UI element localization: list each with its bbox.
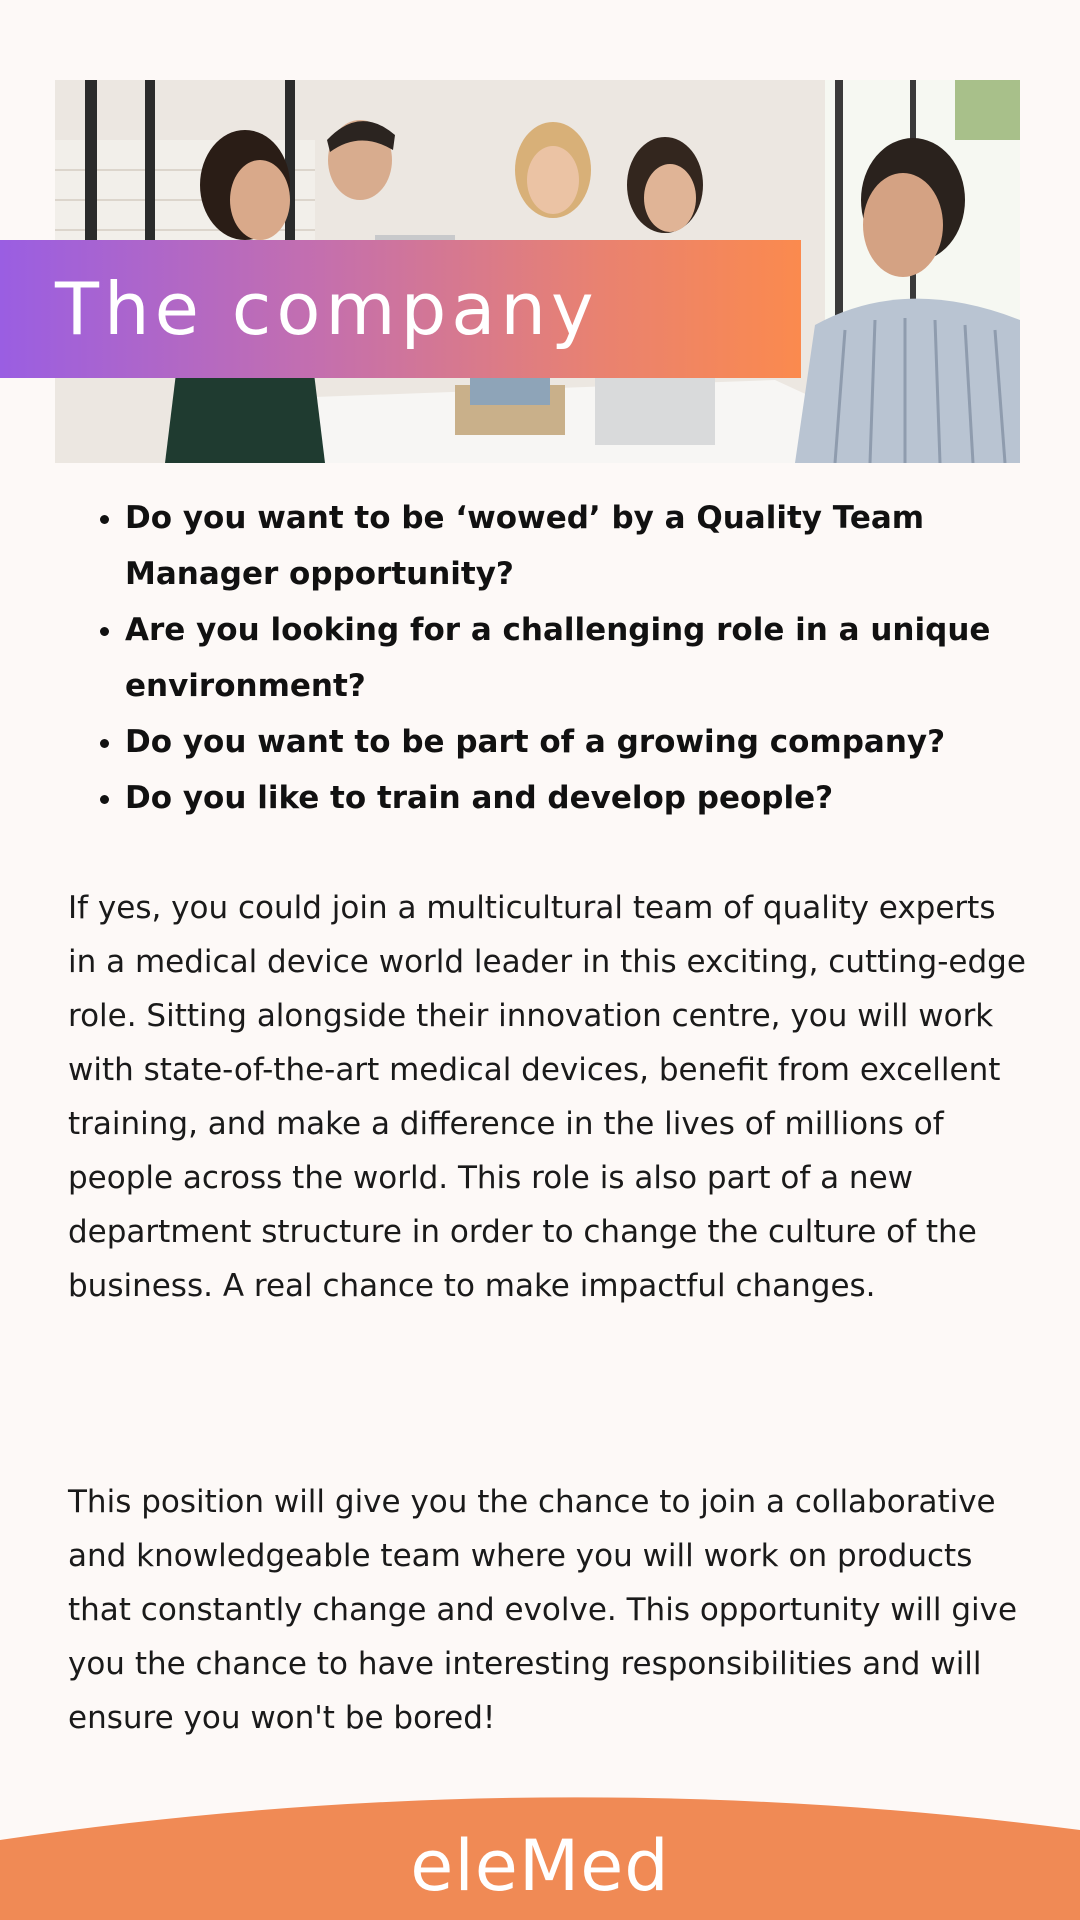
- position-paragraph: This position will give you the chance to join a collaborative and knowledgeable team where you will work on products that constantly change and evolve. This opportunity will give you the chance to have interesting responsibilities and will ensure you won't be bored!: [68, 1484, 1018, 1736]
- list-item: • Are you looking for a challenging role in a unique environment?: [125, 602, 1080, 714]
- page-title: The company: [55, 267, 599, 351]
- question-list: [70, 490, 1080, 826]
- elemed-logo: eleMed: [410, 1825, 670, 1907]
- intro-paragraph: If yes, you could join a multicultural team of quality experts in a medical device world leader in this exciting, cutting-edge role. Sitting alongside their innovation centre, you will work with state-of-the-art medical devices, benefit from excellent training, and make a difference in the lives of millions of people across the world. This role is also part of a new department structure in order to change the culture of the business. A real chance to make impactful changes.: [68, 890, 1026, 1304]
- list-item: • Do you like to train and develop people?: [125, 770, 1080, 826]
- title-banner: [0, 240, 801, 378]
- list-item: • Do you want to be part of a growing company?: [125, 714, 1080, 770]
- list-item: • Do you want to be ‘wowed’ by a Quality Team Manager opportunity?: [125, 490, 1080, 602]
